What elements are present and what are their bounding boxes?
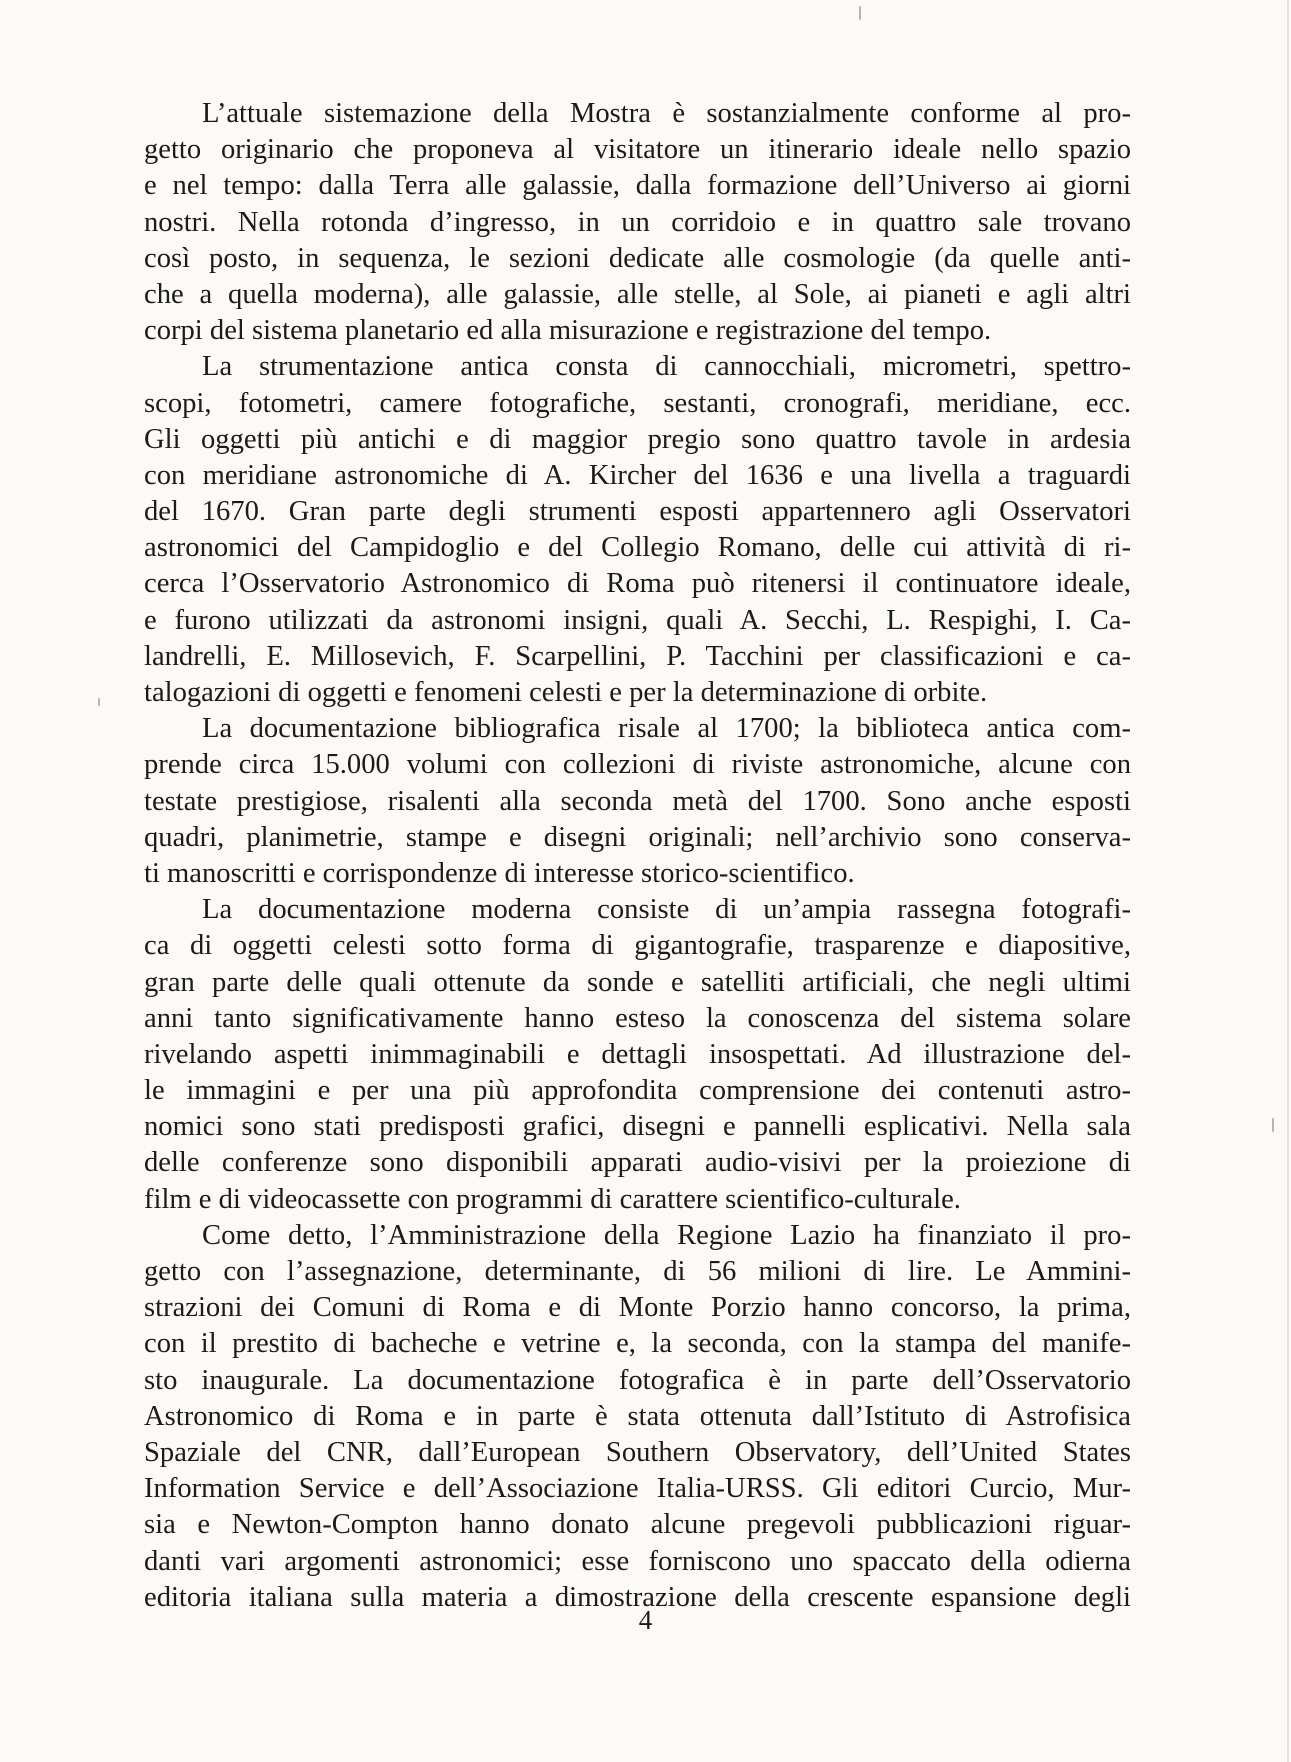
text-line: astronomici del Campidoglio e del Collegio Romano, delle cui attività di ri- (144, 532, 1131, 564)
text-line: con il prestito di bacheche e vetrine e, la seconda, con la stampa del manife- (144, 1328, 1131, 1360)
scan-speck (859, 6, 861, 20)
text-line: corpi del sistema planetario ed alla misurazione e registrazione del tempo. (144, 315, 992, 347)
text-line: danti vari argomenti astronomici; esse forniscono uno spaccato della odierna (144, 1545, 1131, 1577)
text-line: prende circa 15.000 volumi con collezioni di riviste astronomiche, alcune con (144, 749, 1131, 781)
text-line: La documentazione bibliografica risale al 1700; la biblioteca antica com- (202, 713, 1131, 745)
page-edge-shadow (1287, 0, 1289, 1762)
page-number: 4 (638, 1605, 653, 1635)
text-line: che a quella moderna), alle galassie, alle stelle, al Sole, ai pianeti e agli altri (144, 278, 1131, 310)
text-line: Come detto, l’Amministrazione della Regione Lazio ha finanziato il pro- (202, 1219, 1131, 1251)
text-line: rivelando aspetti inimmaginabili e dettagli insospettati. Ad illustrazione del- (144, 1038, 1131, 1070)
text-line: sto inaugurale. La documentazione fotografica è in parte dell’Osservatorio (144, 1364, 1131, 1396)
text-line: La documentazione moderna consiste di un’ampia rassegna fotografi- (202, 894, 1131, 926)
text-line: sia e Newton-Compton hanno donato alcune pregevoli pubblicazioni riguar- (144, 1509, 1131, 1541)
text-line: e furono utilizzati da astronomi insigni, quali A. Secchi, L. Respighi, I. Ca- (144, 604, 1131, 636)
text-line: ca di oggetti celesti sotto forma di gigantografie, trasparenze e diapositive, (144, 930, 1131, 962)
text-line: getto con l’assegnazione, determinante, di 56 milioni di lire. Le Ammini- (144, 1256, 1131, 1287)
text-line: landrelli, E. Millosevich, F. Scarpellini, P. Tacchini per classificazioni e ca- (144, 640, 1131, 672)
body-text (144, 96, 1131, 1616)
text-line: e nel tempo: dalla Terra alle galassie, dalla formazione dell’Universo ai giorni (144, 170, 1131, 202)
text-line: cerca l’Osservatorio Astronomico di Roma può ritenersi il continuatore ideale, (144, 568, 1131, 600)
text-line: ti manoscritti e corrispondenze di interesse storico-scientifico. (144, 857, 855, 889)
text-line: delle conferenze sono disponibili apparati audio-visivi per la proiezione di (144, 1147, 1131, 1179)
text-line: testate prestigiose, risalenti alla seconda metà del 1700. Sono anche esposti (144, 785, 1131, 817)
text-line: Astronomico di Roma e in parte è stata ottenuta dall’Istituto di Astrofisica (144, 1400, 1131, 1432)
scan-speck (1272, 1118, 1274, 1132)
text-line: editoria italiana sulla materia a dimostrazione della crescente espansione degli (144, 1581, 1131, 1613)
text-line: quadri, planimetrie, stampe e disegni originali; nell’archivio sono conserva- (144, 821, 1131, 853)
text-line: nostri. Nella rotonda d’ingresso, in un corridoio e in quattro sale trovano (144, 206, 1131, 238)
scan-speck (98, 698, 100, 706)
text-line: La strumentazione antica consta di cannocchiali, micrometri, spettro- (202, 351, 1131, 383)
text-line: film e di videocassette con programmi di carattere scientifico-culturale. (144, 1183, 961, 1215)
text-line: talogazioni di oggetti e fenomeni celesti e per la determinazione di orbite. (144, 677, 988, 708)
text-line: scopi, fotometri, camere fotografiche, sestanti, cronografi, meridiane, ecc. (144, 387, 1131, 419)
text-line: del 1670. Gran parte degli strumenti esposti appartennero agli Osservatori (144, 496, 1131, 528)
text-line: L’attuale sistemazione della Mostra è sostanzialmente conforme al pro- (202, 98, 1131, 129)
text-line: nomici sono stati predisposti grafici, disegni e pannelli esplicativi. Nella sala (144, 1111, 1131, 1143)
text-line: Spaziale del CNR, dall’European Southern Observatory, dell’United States (144, 1436, 1131, 1468)
text-line: Gli oggetti più antichi e di maggior pregio sono quattro tavole in ardesia (144, 423, 1131, 455)
text-line: strazioni dei Comuni di Roma e di Monte Porzio hanno concorso, la prima, (144, 1292, 1131, 1324)
text-line: getto originario che proponeva al visitatore un itinerario ideale nello spazio (144, 134, 1131, 166)
text-line: con meridiane astronomiche di A. Kircher del 1636 e una livella a traguardi (144, 459, 1131, 491)
text-line: così posto, in sequenza, le sezioni dedicate alle cosmologie (da quelle anti- (144, 242, 1131, 274)
text-line: anni tanto significativamente hanno esteso la conoscenza del sistema solare (144, 1002, 1131, 1034)
text-line: Information Service e dell’Associazione Italia-URSS. Gli editori Curcio, Mur- (144, 1473, 1131, 1505)
text-line: le immagini e per una più approfondita comprensione dei contenuti astro- (144, 1075, 1131, 1107)
text-line: gran parte delle quali ottenute da sonde e satelliti artificiali, che negli ultimi (144, 966, 1131, 998)
